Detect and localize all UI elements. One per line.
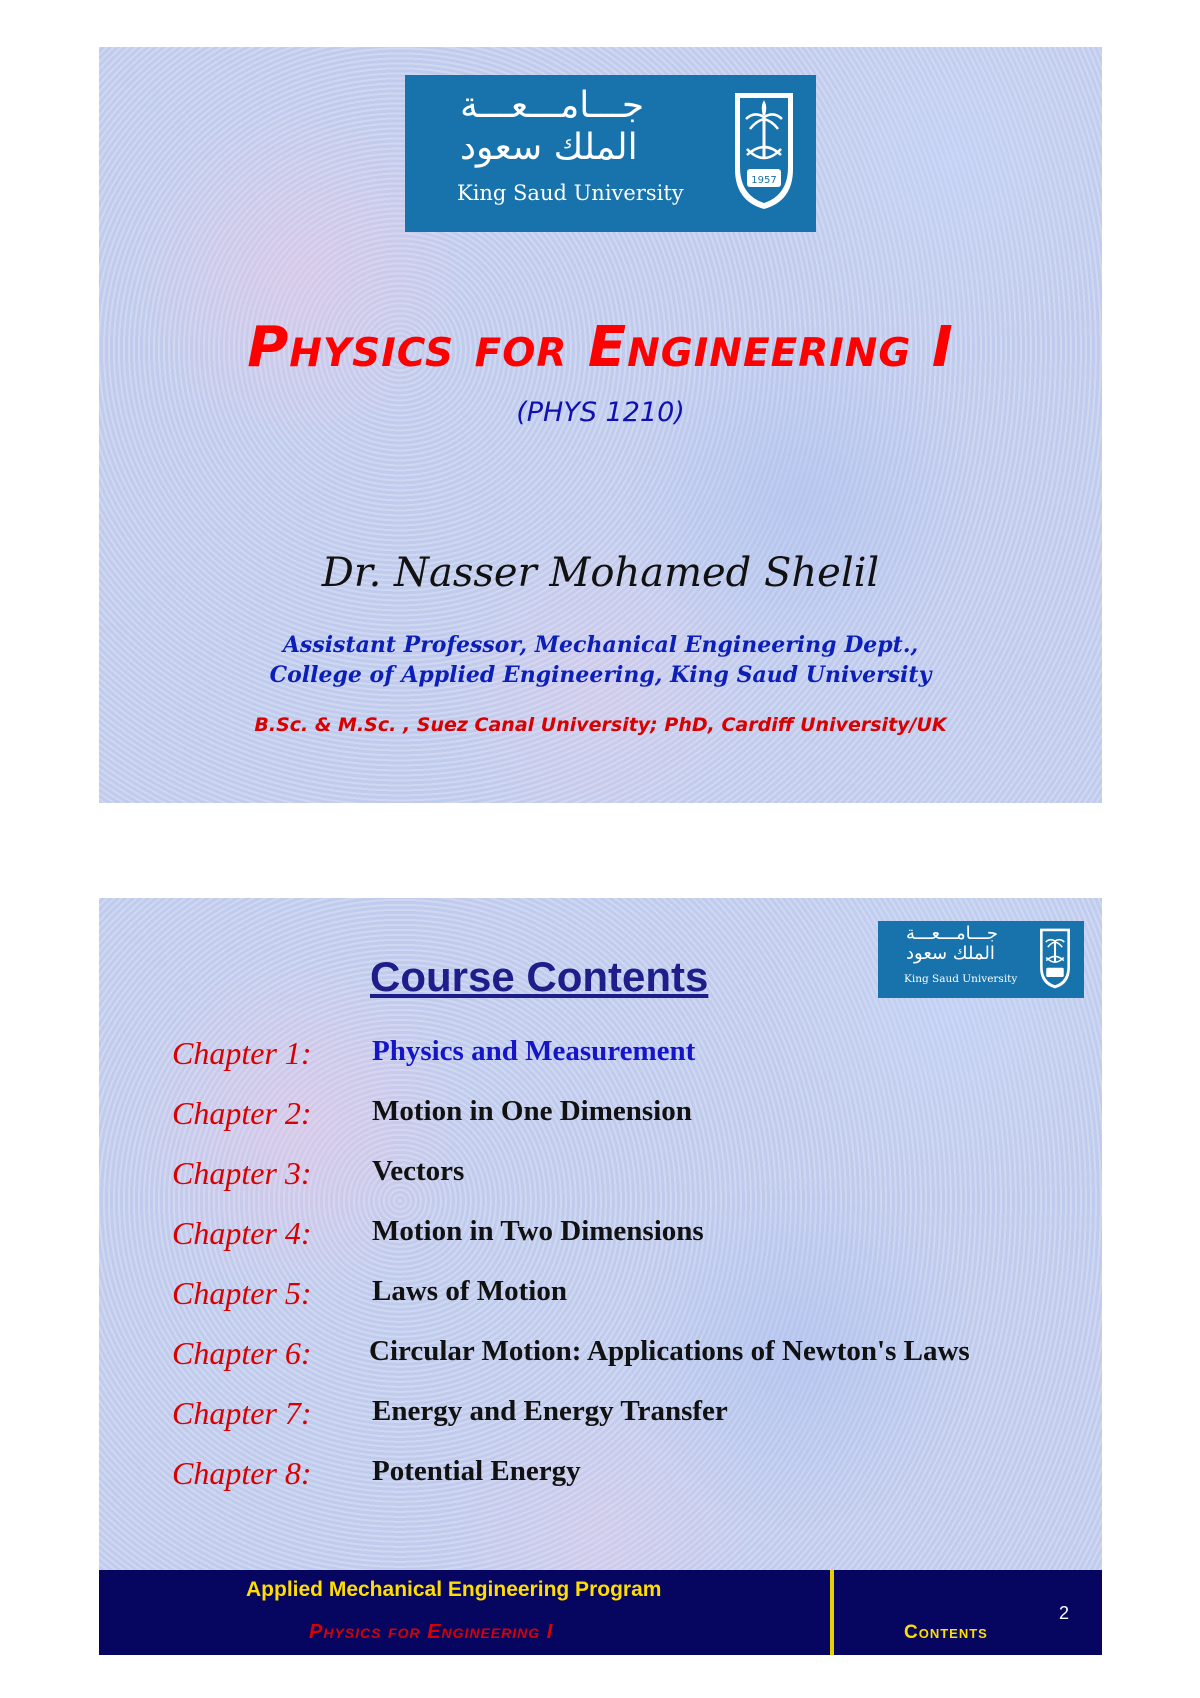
title-slide (99, 47, 1102, 803)
chapter-label: Chapter 6: (172, 1335, 312, 1371)
logo-english-name: King Saud University (457, 181, 684, 205)
chapter-title: Vectors (372, 1155, 465, 1187)
page-number: 2 (1059, 1603, 1070, 1623)
chapter-title: Laws of Motion (372, 1275, 567, 1307)
chapter-label: Chapter 2: (172, 1095, 312, 1131)
chapter-title: Energy and Energy Transfer (372, 1395, 728, 1427)
chapter-label: Chapter 8: (172, 1455, 312, 1491)
footer-program-name: Applied Mechanical Engineering Program (246, 1578, 662, 1601)
footer-course-name: Physics for Engineering I (309, 1621, 554, 1643)
course-code: (PHYS 1210) (516, 397, 685, 428)
contents-slide (99, 898, 1102, 1655)
chapter-label: Chapter 4: (172, 1215, 312, 1251)
palm-swords-emblem-icon (1038, 926, 1072, 990)
chapter-label: Chapter 3: (172, 1155, 312, 1191)
chapter-label: Chapter 1: (172, 1035, 312, 1071)
chapter-title: Potential Energy (372, 1455, 581, 1487)
author-name: Dr. Nasser Mohamed Shelil (321, 550, 880, 596)
chapter-label: Chapter 5: (172, 1275, 312, 1311)
logo-arabic-line2: الملك سعود (906, 943, 995, 964)
chapter-title: Motion in Two Dimensions (372, 1215, 704, 1247)
chapter-title: Motion in One Dimension (372, 1095, 692, 1127)
university-logo-small (878, 921, 1084, 998)
logo-arabic-line2: الملك سعود (460, 127, 638, 168)
palm-swords-emblem-icon (731, 89, 797, 211)
chapter-title: Circular Motion: Applications of Newton's Laws (369, 1335, 970, 1367)
university-logo (405, 75, 816, 232)
chapter-title: Physics and Measurement (372, 1035, 696, 1067)
chapter-label: Chapter 7: (172, 1395, 312, 1431)
footer-section-name: Contents (904, 1622, 988, 1643)
contents-heading: Course Contents (370, 953, 709, 1000)
logo-english-name: King Saud University (904, 973, 1018, 985)
footer-right-panel (834, 1570, 1102, 1655)
logo-arabic-line1: جـــامـــعـــة (460, 85, 645, 126)
author-affiliation (99, 630, 1102, 690)
author-degrees: B.Sc. & M.Sc. , Suez Canal University; PhD, Cardiff University/UK (254, 714, 947, 736)
footer-left-panel (99, 1570, 830, 1655)
logo-arabic-line1: جـــامـــعـــة (906, 923, 999, 944)
course-title: Physics for Engineering I (247, 315, 954, 380)
affiliation-line-2: College of Applied Engineering, King Saud University (269, 662, 932, 688)
svg-text:1957: 1957 (751, 175, 777, 186)
affiliation-line-1: Assistant Professor, Mechanical Engineering Dept., (282, 632, 919, 658)
slide-footer (99, 1570, 1102, 1655)
